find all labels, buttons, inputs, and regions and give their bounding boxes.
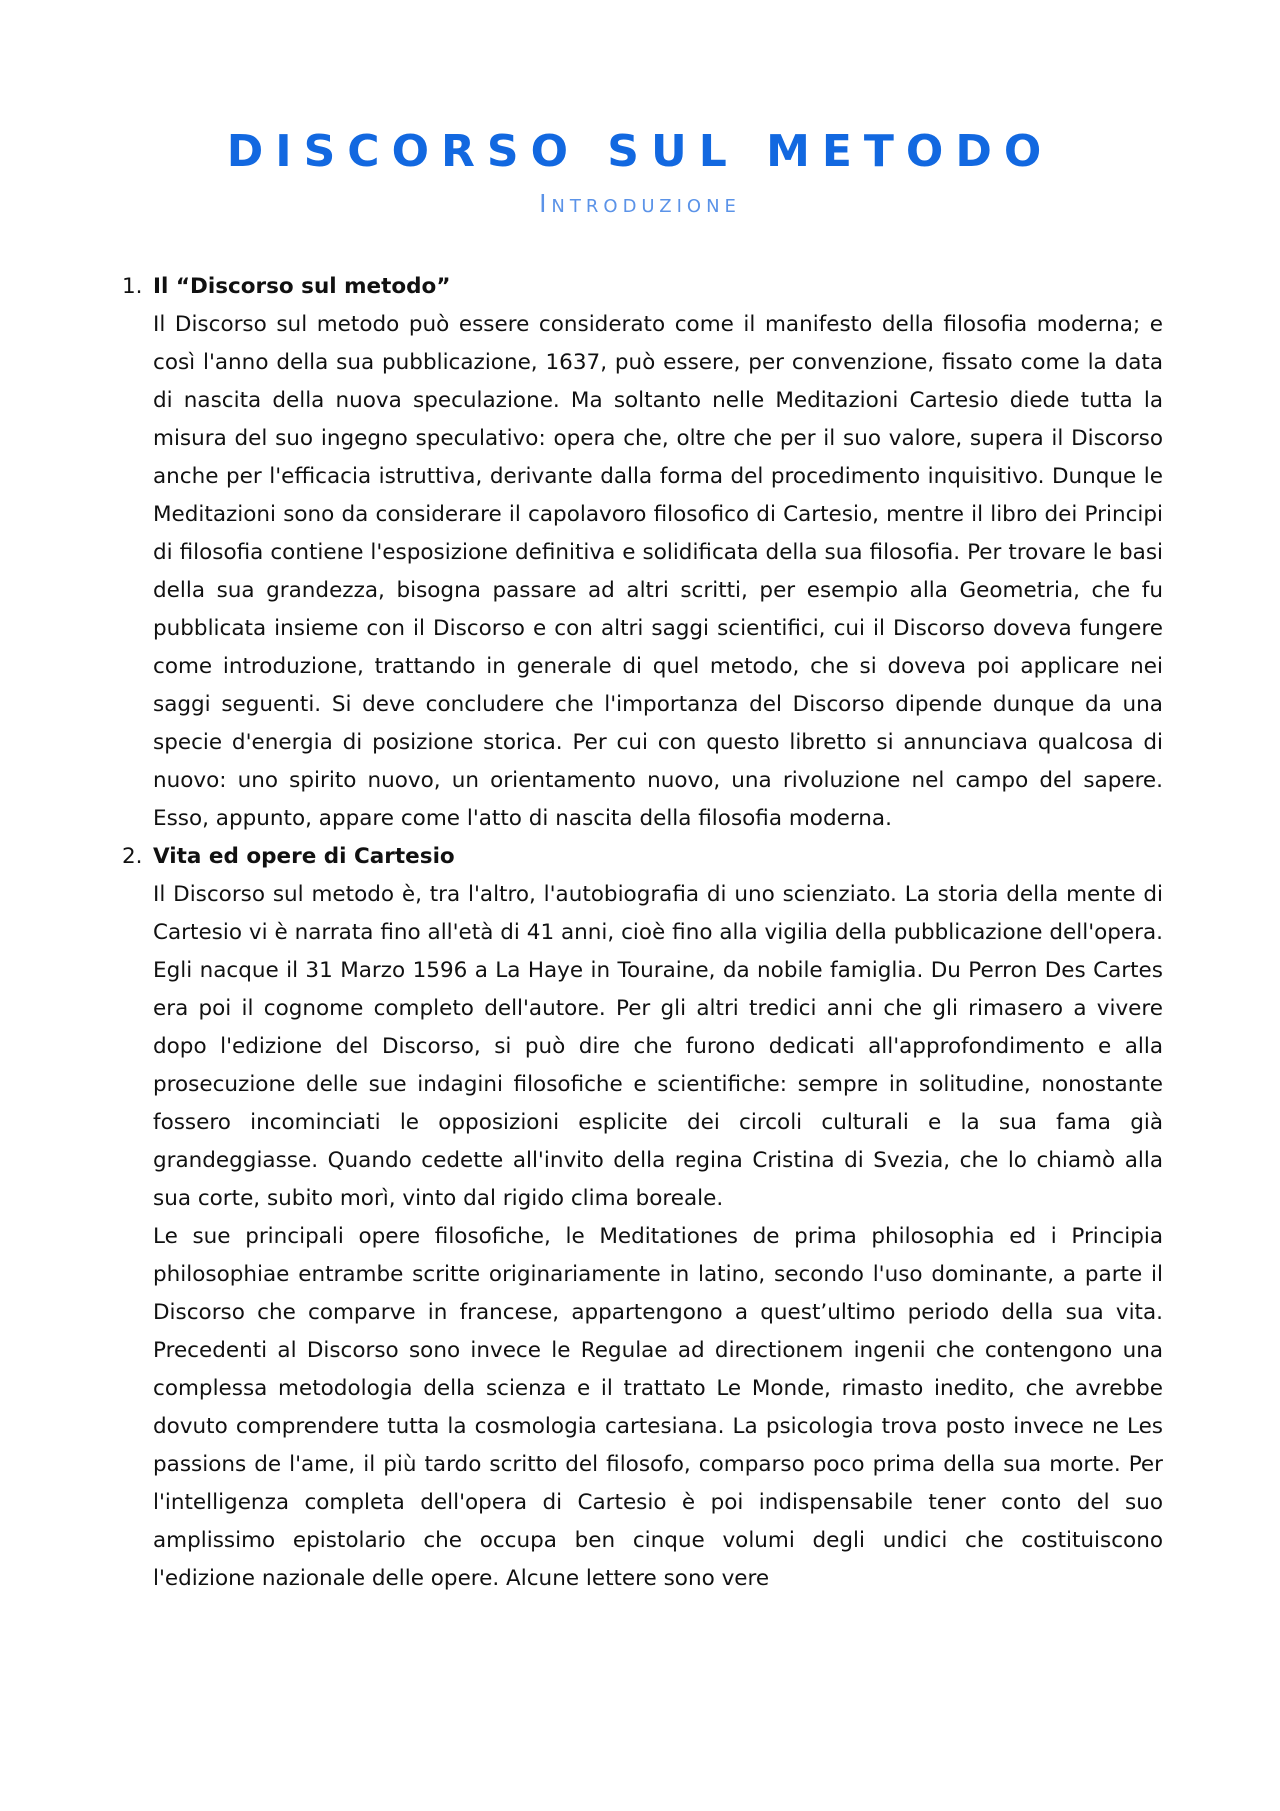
document-body [0,268,1280,1598]
section-discorso-sul-metodo [0,268,1280,838]
section-number: 1. [122,274,143,299]
section-paragraph: Le sue principali opere filosofiche, le Meditationes de prima philosophia ed i Principia philosophiae entrambe scritte originariamente in latino, secondo l'uso dominante, a parte il Discorso che comparve in francese, appartengono a quest’ultimo periodo della sua vita. Precedenti al Discorso sono invece le Regulae ad directionem ingenii che contengono una complessa metodologia della scienza e il trattato Le Monde, rimasto inedito, che avrebbe dovuto comprendere tutta la cosmologia cartesiana. La psicologia trova posto invece ne Les passions de l'ame, il più tardo scritto del filosofo, comparso poco prima della sua morte. Per l'intelligenza completa dell'opera di Cartesio è poi indispensabile tener conto del suo amplissimo epistolario che occupa ben cinque volumi degli undici che costituiscono l'edizione nazionale delle opere. Alcune lettere sono vere [153,1224,1163,1591]
document-subtitle: Introduzione [539,189,741,218]
section-heading: Il “Discorso sul metodo” [153,274,451,299]
section-vita-ed-opere [0,838,1280,1598]
section-paragraph: Il Discorso sul metodo può essere considerato come il manifesto della filosofia moderna; e così l'anno della sua pubblicazione, 1637, può essere, per convenzione, fissato come la data di nascita della nuova speculazione. Ma soltanto nelle Meditazioni Cartesio diede tutta la misura del suo ingegno speculativo: opera che, oltre che per il suo valore, supera il Discorso anche per l'efficacia istruttiva, derivante dalla forma del procedimento inquisitivo. Dunque le Meditazioni sono da considerare il capolavoro filosofico di Cartesio, mentre il libro dei Principi di filosofia contiene l'esposizione definitiva e solidificata della sua filosofia. Per trovare le basi della sua grandezza, bisogna passare ad altri scritti, per esempio alla Geometria, che fu pubblicata insieme con il Discorso e con altri saggi scientifici, cui il Discorso doveva fungere come introduzione, trattando in generale di quel metodo, che si doveva poi applicare nei saggi seguenti. Si deve concludere che l'importanza del Discorso dipende dunque da una specie d'energia di posizione storica. Per cui con questo libretto si annunciava qualcosa di nuovo: uno spirito nuovo, un orientamento nuovo, una rivoluzione nel campo del sapere. Esso, appunto, appare come l'atto di nascita della filosofia moderna. [153,312,1163,831]
section-number: 2. [122,844,143,869]
section-heading: Vita ed opere di Cartesio [153,844,455,869]
document-title: DISCORSO SUL METODO [226,126,1054,177]
section-paragraph: Il Discorso sul metodo è, tra l'altro, l'autobiografia di uno scienziato. La storia della mente di Cartesio vi è narrata fino all'età di 41 anni, cioè fino alla vigilia della pubblicazione dell'opera. Egli nacque il 31 Marzo 1596 a La Haye in Touraine, da nobile famiglia. Du Perron Des Cartes era poi il cognome completo dell'autore. Per gli altri tredici anni che gli rimasero a vivere dopo l'edizione del Discorso, si può dire che furono dedicati all'approfondimento e alla prosecuzione delle sue indagini filosofiche e scientifiche: sempre in solitudine, nonostante fossero incominciati le opposizioni esplicite dei circoli culturali e la sua fama già grandeggiasse. Quando cedette all'invito della regina Cristina di Svezia, che lo chiamò alla sua corte, subito morì, vinto dal rigido clima boreale. [153,882,1163,1211]
